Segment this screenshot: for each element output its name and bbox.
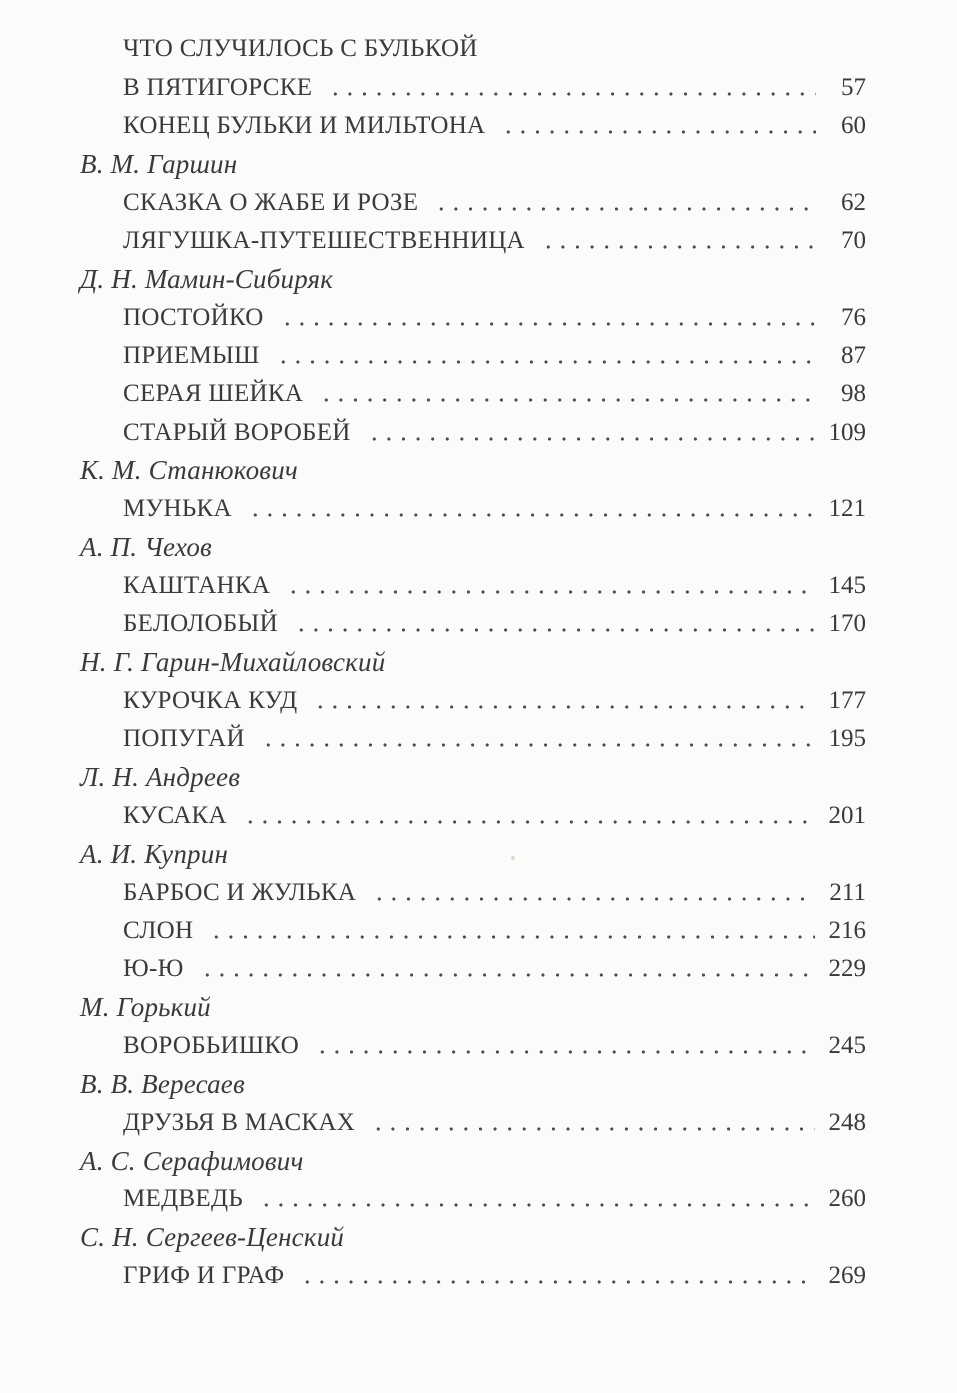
toc-page-number: 98 <box>841 380 866 408</box>
author-name: М. Горький <box>80 992 211 1023</box>
dot-leader <box>319 398 816 402</box>
dot-leader <box>434 207 816 211</box>
toc-author <box>0 644 957 682</box>
dot-leader <box>243 820 815 824</box>
toc-author <box>0 260 957 298</box>
toc-page-number: 70 <box>841 226 866 254</box>
toc-entry-title: КУСАКА <box>123 802 227 830</box>
toc-page-number: 269 <box>828 1262 866 1290</box>
author-name: В. В. Вересаев <box>80 1068 245 1099</box>
dot-leader <box>372 897 815 901</box>
dot-leader <box>200 973 815 977</box>
toc-entry-title: Ю-Ю <box>123 955 184 983</box>
toc-page-number: 62 <box>841 188 866 216</box>
toc-page-number: 170 <box>828 610 866 638</box>
dot-leader <box>286 590 814 594</box>
toc-entry-title: ВОРОБЬИШКО <box>123 1032 300 1060</box>
toc-entry-title: ЛЯГУШКА-ПУТЕШЕСТВЕННИЦА <box>123 226 525 254</box>
dot-leader <box>371 1127 814 1131</box>
author-name: Н. Г. Гарин-Михайловский <box>80 647 386 678</box>
author-name: Д. Н. Мамин-Сибиряк <box>80 263 334 294</box>
toc-entry[interactable] <box>0 1027 866 1065</box>
toc-entry[interactable] <box>0 107 866 145</box>
dot-leader <box>261 743 815 747</box>
toc-entry-title: КУРОЧКА КУД <box>123 687 298 715</box>
toc-entry-title: СКАЗКА О ЖАБЕ И РОЗЕ <box>123 188 419 216</box>
toc-author <box>0 1142 957 1180</box>
toc-author <box>0 1219 957 1257</box>
toc-page-number: 229 <box>828 955 866 983</box>
toc-entry-title: ПОПУГАЙ <box>123 725 245 753</box>
paper-speck <box>511 856 515 860</box>
toc-author <box>0 452 957 490</box>
toc-author <box>0 989 957 1027</box>
author-name: А. С. Серафимович <box>80 1145 304 1176</box>
toc-entry-title: БАРБОС И ЖУЛЬКА <box>123 878 357 906</box>
toc-entry[interactable] <box>0 222 866 260</box>
author-name: В. М. Гаршин <box>80 148 238 179</box>
toc-entry[interactable] <box>0 605 866 643</box>
author-name: Л. Н. Андреев <box>80 762 241 793</box>
toc-author <box>0 145 957 183</box>
toc-author <box>0 528 957 566</box>
dot-leader <box>248 513 815 517</box>
toc-page-number: 76 <box>841 303 866 331</box>
toc-page-number: 216 <box>828 917 866 945</box>
toc-entry[interactable] <box>0 490 866 528</box>
dot-leader <box>294 628 815 632</box>
toc-entry[interactable] <box>0 912 866 950</box>
dot-leader <box>209 935 814 939</box>
toc-author <box>0 835 957 873</box>
dot-leader <box>280 322 816 326</box>
toc-entry-title: В ПЯТИГОРСКЕ <box>123 73 313 101</box>
dot-leader <box>300 1280 814 1284</box>
toc-entry-title: СТАРЫЙ ВОРОБЕЙ <box>123 418 351 446</box>
toc-entry[interactable] <box>0 720 866 758</box>
toc-page-number: 248 <box>828 1108 866 1136</box>
toc-entry[interactable] <box>0 413 866 451</box>
toc-page-number: 109 <box>828 418 866 446</box>
toc-entry[interactable] <box>0 1257 866 1295</box>
toc-entry[interactable] <box>0 1180 866 1218</box>
toc-entry[interactable] <box>0 567 866 605</box>
toc-page-number: 195 <box>828 725 866 753</box>
table-of-contents <box>0 30 957 1295</box>
toc-entry-title: КАШТАНКА <box>123 571 271 599</box>
toc-entry[interactable] <box>0 1104 866 1142</box>
toc-entry[interactable] <box>0 797 866 835</box>
author-name: К. М. Станюкович <box>80 455 298 486</box>
toc-page-number: 121 <box>828 495 866 523</box>
toc-entry-title: СЕРАЯ ШЕЙКА <box>123 380 304 408</box>
toc-entry[interactable] <box>0 298 866 336</box>
toc-entry[interactable] <box>0 337 866 375</box>
toc-entry-title: КОНЕЦ БУЛЬКИ И МИЛЬТОНА <box>123 111 486 139</box>
dot-leader <box>328 92 816 96</box>
toc-entry[interactable] <box>0 950 866 988</box>
dot-leader <box>276 360 816 364</box>
toc-page-number: 145 <box>828 571 866 599</box>
dot-leader <box>313 705 814 709</box>
toc-entry[interactable] <box>0 183 866 221</box>
toc-entry-title: БЕЛОЛОБЫЙ <box>123 610 278 638</box>
dot-leader <box>501 130 816 134</box>
toc-page-number: 57 <box>841 73 866 101</box>
toc-entry-title: СЛОН <box>123 917 194 945</box>
toc-entry-title: ДРУЗЬЯ В МАСКАХ <box>123 1108 356 1136</box>
toc-entry-title-line <box>0 30 866 68</box>
toc-page-number: 177 <box>828 687 866 715</box>
toc-page-number: 87 <box>841 341 866 369</box>
toc-entry-title: ЧТО СЛУЧИЛОСЬ С БУЛЬКОЙ <box>123 35 478 63</box>
author-name: А. П. Чехов <box>80 532 212 563</box>
dot-leader <box>541 245 816 249</box>
toc-entry[interactable] <box>0 68 866 106</box>
toc-page-number: 260 <box>828 1185 866 1213</box>
toc-author <box>0 1065 957 1103</box>
author-name: А. И. Куприн <box>80 838 229 869</box>
toc-entry-title: ПРИЕМЫШ <box>123 341 260 369</box>
toc-entry-title: ПОСТОЙКО <box>123 303 264 331</box>
toc-entry[interactable] <box>0 682 866 720</box>
dot-leader <box>367 437 815 441</box>
toc-entry[interactable] <box>0 874 866 912</box>
dot-leader <box>315 1050 814 1054</box>
toc-page-number: 245 <box>828 1032 866 1060</box>
toc-page-number: 211 <box>829 878 866 906</box>
toc-author <box>0 759 957 797</box>
toc-entry-title: МЕДВЕДЬ <box>123 1185 244 1213</box>
author-name: С. Н. Сергеев-Ценский <box>80 1222 345 1253</box>
toc-entry-title: ГРИФ И ГРАФ <box>123 1262 285 1290</box>
toc-page-number: 201 <box>828 802 866 830</box>
toc-entry[interactable] <box>0 375 866 413</box>
toc-entry-title: МУНЬКА <box>123 495 232 523</box>
dot-leader <box>259 1203 814 1207</box>
toc-page-number: 60 <box>841 111 866 139</box>
